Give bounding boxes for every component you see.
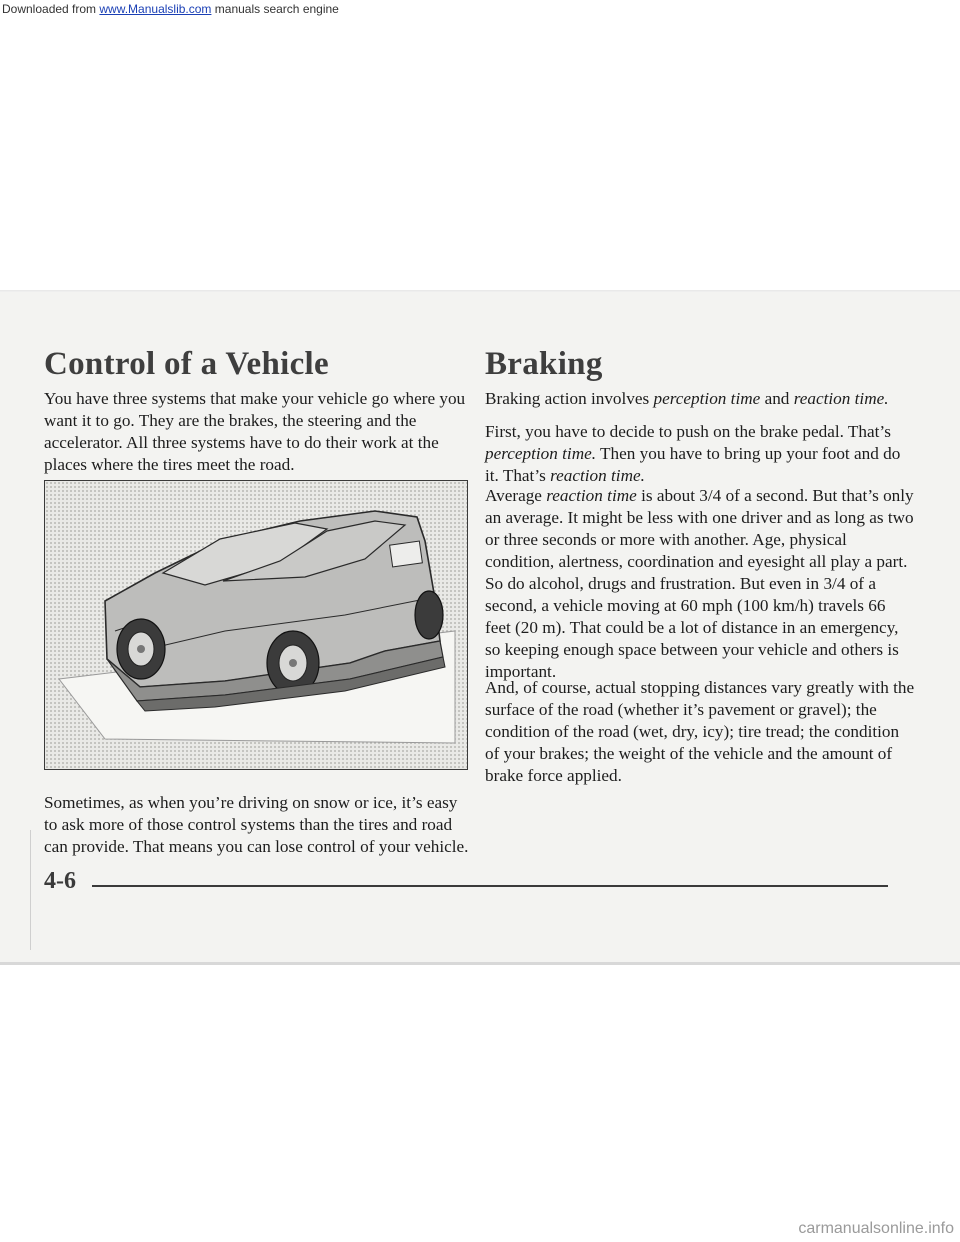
page-bottom-edge	[0, 962, 960, 965]
banner-suffix: manuals search engine	[211, 2, 339, 16]
page-number: 4-6	[44, 868, 76, 894]
section-title-control: Control of a Vehicle	[44, 346, 329, 382]
page-margin-line	[30, 830, 31, 950]
braking-paragraph-1: Braking action involves perception time and reaction time.	[485, 389, 889, 408]
control-closing-paragraph: Sometimes, as when you’re driving on snow or ice, it’s easy to ask more of those control systems than the tires and road can provide. That means you can lose control of your vehicle.	[44, 793, 469, 856]
section-title-braking: Braking	[485, 346, 603, 382]
banner-prefix: Downloaded from	[2, 2, 100, 16]
footer-rule	[92, 885, 888, 887]
vehicle-illustration	[44, 480, 468, 770]
car-on-road-drawing	[45, 481, 468, 770]
control-intro-paragraph: You have three systems that make your vehicle go where you want it to go. They are the brakes, the steering and the accelerator. All three systems have to do their work at the places where the tires meet the road.	[44, 389, 466, 474]
braking-paragraph-3: Average reaction time is about 3/4 of a second. But that’s only an average. It might be less with one driver and as long as two or three seconds or more with another. Age, physical condition, alertness, coordination and eyesight all play a part. So do alcohol, drugs and frustration. But even in 3/4 of a second, a vehicle moving at 60 mph (100 km/h) travels 66 feet (20 m). That could be a lot of distance in an emergency, so keeping enough space between your vehicle and others is important.	[485, 486, 914, 681]
braking-paragraph-4: And, of course, actual stopping distances vary greatly with the surface of the road (whether it’s pavement or gravel); the condition of the road (wet, dry, icy); tire tread; the condition of your brakes; the weight of the vehicle and the amount of brake force applied.	[485, 678, 915, 785]
manualslib-link[interactable]: www.Manualslib.com	[99, 2, 212, 16]
download-source-banner	[0, 0, 960, 18]
braking-paragraph-2: First, you have to decide to push on the brake pedal. That’s perception time. Then you have to bring up your foot and do it. That’s reaction time.	[485, 422, 901, 485]
watermark-text: carmanualsonline.info	[798, 1220, 954, 1237]
